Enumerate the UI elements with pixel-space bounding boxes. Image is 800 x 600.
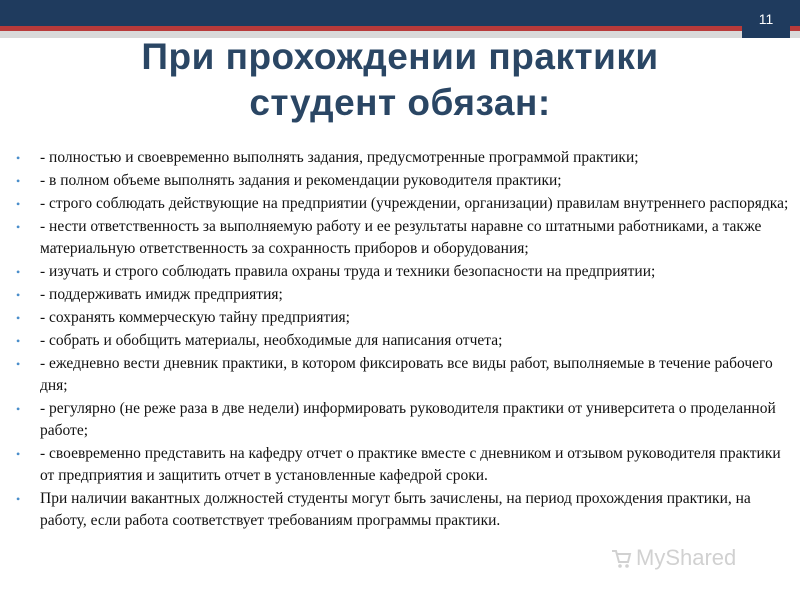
list-item-text: - нести ответственность за выполняемую работу и ее результаты наравне со штатными работниками, а также материальную ответственность за сохранность приборов и оборудования; bbox=[40, 218, 762, 257]
list-item-text: - в полном объеме выполнять задания и рекомендации руководителя практики; bbox=[40, 172, 562, 189]
bullet-icon: • bbox=[16, 288, 21, 302]
list-item bbox=[14, 261, 796, 283]
list-item bbox=[14, 193, 796, 215]
bullet-icon: • bbox=[16, 334, 21, 348]
list-item-text: - ежедневно вести дневник практики, в котором фиксировать все виды работ, выполняемые в течение рабочего дня; bbox=[40, 355, 773, 394]
bullet-icon: • bbox=[16, 311, 21, 325]
list-item-text: - собрать и обобщить материалы, необходимые для написания отчета; bbox=[40, 332, 503, 349]
list-item-text: - своевременно представить на кафедру отчет о практике вместе с дневником и отзывом руководителя практики от предприятия и защитить отчет в установленные кафедрой сроки. bbox=[40, 445, 781, 484]
duties-list bbox=[14, 147, 796, 533]
list-item bbox=[14, 353, 796, 397]
bullet-icon: • bbox=[16, 197, 21, 211]
slide-title bbox=[60, 34, 740, 126]
list-item bbox=[14, 147, 796, 169]
list-item-text: - изучать и строго соблюдать правила охраны труда и техники безопасности на предприятии; bbox=[40, 263, 656, 280]
list-item bbox=[14, 488, 796, 532]
bullet-icon: • bbox=[16, 151, 21, 165]
list-item-text: - регулярно (не реже раза в две недели) информировать руководителя практики от университета о проделанной работе; bbox=[40, 400, 776, 439]
bullet-icon: • bbox=[16, 402, 21, 416]
bullet-icon: • bbox=[16, 220, 21, 234]
list-item-text: - поддерживать имидж предприятия; bbox=[40, 286, 283, 303]
title-line-2: студент обязан: bbox=[249, 82, 551, 123]
bullet-icon: • bbox=[16, 265, 21, 279]
list-item bbox=[14, 443, 796, 487]
list-item bbox=[14, 330, 796, 352]
list-item bbox=[14, 170, 796, 192]
watermark-text: MyShared bbox=[636, 545, 737, 570]
list-item bbox=[14, 284, 796, 306]
bullet-icon: • bbox=[16, 357, 21, 371]
list-item-text: При наличии вакантных должностей студенты могут быть зачислены, на период прохождения практики, на работу, если работа соответствует требованиям программы практики. bbox=[40, 490, 751, 529]
list-item bbox=[14, 398, 796, 442]
header-bar bbox=[0, 0, 800, 26]
list-item bbox=[14, 307, 796, 329]
list-item-text: - строго соблюдать действующие на предприятии (учреждении, организации) правилам внутреннего распорядка; bbox=[40, 195, 789, 212]
list-item bbox=[14, 216, 796, 260]
title-line-1: При прохождении практики bbox=[141, 36, 659, 77]
slide-number: 11 bbox=[742, 0, 790, 38]
bullet-icon: • bbox=[16, 174, 21, 188]
list-item-text: - полностью и своевременно выполнять задания, предусмотренные программой практики; bbox=[40, 149, 639, 166]
watermark bbox=[610, 545, 736, 571]
cart-logo-icon bbox=[610, 547, 632, 569]
list-item-text: - сохранять коммерческую тайну предприятия; bbox=[40, 309, 350, 326]
bullet-icon: • bbox=[16, 447, 21, 461]
bullet-icon: • bbox=[16, 492, 21, 506]
